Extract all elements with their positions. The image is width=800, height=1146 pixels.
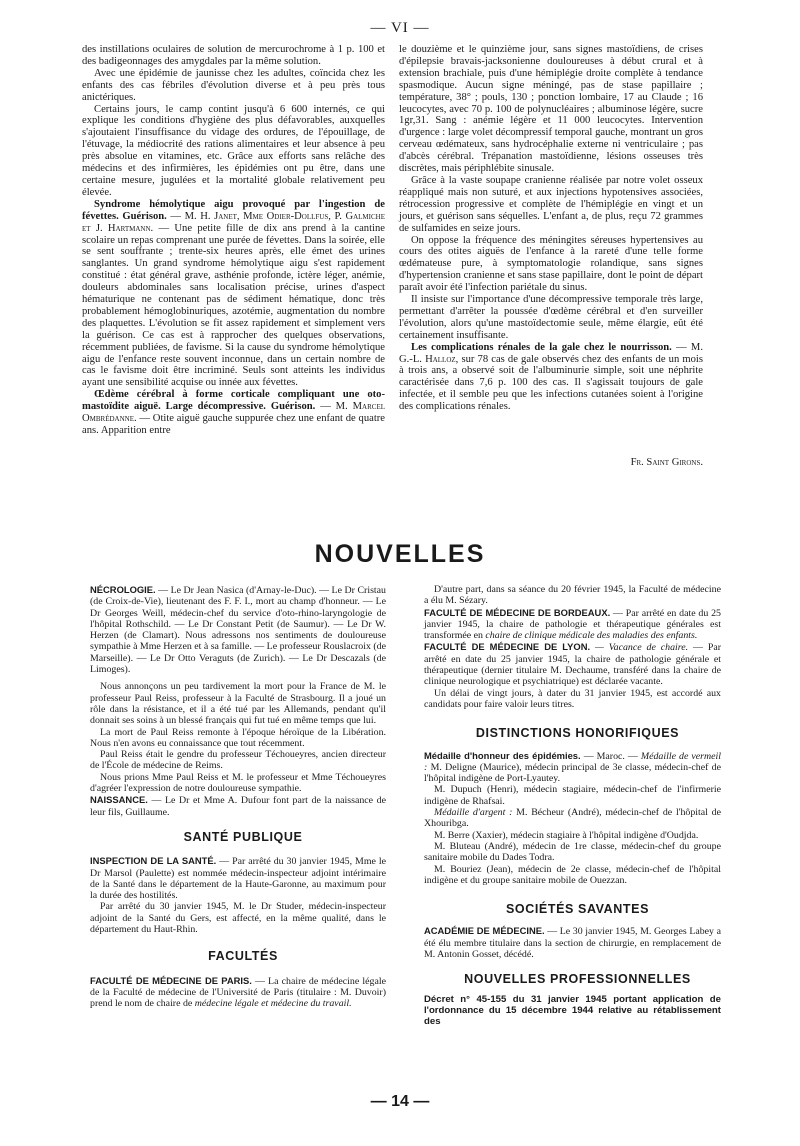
section-heading-distinctions: DISTINCTIONS HONORIFIQUES [475, 726, 680, 741]
abstract-favisme [82, 199, 385, 390]
news-body: — Le Dr et Mme A. Dufour font part de la naissance de leur fils, Guillaume. [90, 795, 386, 818]
news-item-faculte-bordeaux [424, 607, 721, 642]
news-body: M. Bécheur (André), médecin-chef de l'hôpital de Xhouribga. [424, 807, 721, 830]
abstract-title: Œdème cérébral à forme corticale compliquant une oto-mastoïdite aiguë. Large décompressive. Guérison. [82, 389, 385, 413]
news-lead: ACADÉMIE DE MÉDECINE. [424, 925, 545, 937]
news-italic: Médaille d'argent : [434, 807, 513, 819]
paragraph: D'autre part, dans sa séance du 20 février 1945, la Faculté de médecine a élu M. Sézary. [424, 584, 721, 607]
news-body: — Le 30 janvier 1945, M. Georges Labey a été élu membre titulaire dans la section de chirurgie, en remplacement de M. Antonin Gosset, décédé. [424, 926, 721, 961]
section-heading-professionnelles: NOUVELLES PROFESSIONNELLES [464, 972, 691, 987]
news-italic: médecine légale et médecine du travail. [194, 998, 352, 1010]
paragraph [424, 807, 721, 830]
decret-title: Décret n° 45-155 du 31 janvier 1945 portant application de l'ordonnance du 15 décembre 1944 relative au rétablissement des [424, 993, 721, 1028]
paragraph: Grâce à la vaste soupape cranienne réalisée par notre volet osseux réappliqué mais non suturé, et aux injections hypotensives associées, rétrocession progressive et complète de l'hémiplégie en vingt et un jours, et guérison sans séquelles. L'enfant a, de plus, reçu 72 grammes de sulfamides en seize jours. [399, 174, 703, 234]
paragraph: Nous annonçons un peu tardivement la mort pour la France de M. le professeur Paul Reiss, professeur à la Faculté de Strasbourg. Il a joué un rôle dans la résistance, et il a été tué par les Allemands, pendant qu'il donnait ses soins à un blessé français qui fut tué en même temps que lui. [90, 681, 386, 727]
abstract-body: — Otite aiguë gauche suppurée chez une enfant de quatre ans. Apparition entre [82, 413, 385, 436]
news-body: — La chaire de médecine légale de la Faculté de médecine de l'Université de Paris (titulaire : M. Duvoir) prend le nom de chaire de [90, 975, 386, 1010]
paragraph: Il insiste sur l'importance d'une décompressive temporale très large, permettant d'arrêter la poussée d'œdème cérébral et d'en surveiller l'évolution, alors qu'une mastoïdectomie seule, même élargie, eût été certainement insuffisante. [399, 294, 703, 341]
paragraph: Un délai de vingt jours, à dater du 31 janvier 1945, est accordé aux candidats pour faire valoir leurs titres. [424, 687, 721, 710]
page-number-roman: — VI — [370, 20, 430, 36]
abstract-gale [399, 342, 703, 413]
news-column-left [90, 584, 386, 1010]
paragraph: Nous prions Mme Paul Reiss et M. le professeur et Mme Téchoueyres d'agréer l'expression de notre douloureuse sympathie. [90, 771, 386, 795]
news-column-right [424, 584, 721, 1028]
news-body: — Par arrêté du 30 janvier 1945, Mme le Dr Marsol (Paulette) est nommée médecin-inspecteur adjoint intérimaire de la Santé dans le département de la Haute-Garonne, au maximum pour la durée des hostilités. [90, 856, 386, 902]
abstract-title: Les complications rénales de la gale chez le nourrisson. [411, 341, 672, 353]
news-body: — Le Dr Jean Nasica (d'Arnay-le-Duc). — Le Dr Cristau (de Croix-de-Vie), lieutenant des F. F. I., mort au champ d'honneur. — Le Dr Georges Weill, médecin-chef du service d'oto-rhino-laryngologie de l'hôpital Rothschild. — Le Dr Constant Petit (de Saumur). — Le Dr W. Herzen (de Clamart). Nous adressons nos sentiments de douloureuse sympathie à Mme Herzen et à sa famille. — Le professeur Rouslacroix (de Marseille). — Le Dr Otto Veraguts (de Zurich). — Le Dr Descazals (de Limoges). [90, 585, 386, 676]
paragraph: On oppose la fréquence des méningites séreuses hypertensives au cours des otites aiguës de l'enfance à la rareté d'une telle forme œdémateuse pure, à symptomatologie rolandique, sans signes d'hypertension cranienne et sans stase papillaire, dont le point de départ paraît avoir été l'infection pariétale du sinus. [399, 234, 703, 294]
news-lead: FACULTÉ DE MÉDECINE DE LYON. [424, 641, 591, 653]
news-italic: — Vacance de chaire. [590, 642, 689, 654]
article-column-left [82, 44, 385, 437]
paragraph: Par arrêté du 30 janvier 1945, M. le Dr Studer, médecin-inspecteur adjoint de la Santé du Gers, est affecté, en la même qualité, dans le département du Haut-Rhin. [90, 901, 386, 936]
section-title-nouvelles: NOUVELLES [314, 540, 486, 568]
news-item-academie [424, 925, 721, 960]
paragraph: La mort de Paul Reiss remonte à l'époque héroïque de la Libération. Nous n'en avons eu connaissance que tout récemment. [90, 726, 386, 749]
news-body: — Par arrêté en date du 25 janvier 1945, la chaire de pathologie générale et thérapeutique (dernier titulaire M. Dechaume, transféré dans la chaire de clinique neurologique et psychiatrique) est déclarée vacante. [424, 642, 722, 688]
abstract-body: sur 78 cas de gale observés chez des enfants de un mois à trois ans, a observé soit de l'albuminurie simple, soit une néphrite caractérisée dans 7,6 p. 100 des cas. Il s'agissait toujours de gale infectée, et il semble peu que les infections cutanées soient à l'origine des complications rénales. [399, 353, 703, 413]
news-lead: FACULTÉ DE MÉDECINE DE BORDEAUX. [424, 606, 611, 618]
news-body: M. Deligne (Maurice), médecin principal de 3e classe, médecin-chef de l'hôpital indigène de Port-Lyautey. [424, 761, 721, 785]
paragraph: le douzième et le quinzième jour, sans signes mastoïdiens, de crises d'épilepsie bravais-jacksonienne douloureuses à début crural et à extension brachiale, puis d'une hémiplégie droite complète à tendance spasmodique. Aucun signe méningé, pas de stase papillaire ; température, 38° ; pouls, 130 ; ponction lombaire, 17 au Claude ; 16 leucocytes, avec 70 p. 100 de polynucléaires ; albuminose légère, sucre 1gr,31. Sang : anémie légère et 11 000 leucocytes. Intervention d'urgence : large volet décompressif temporal gauche, montrant un gros cerveau œdémateux, sans hydrocéphalie externe ni ventriculaire ; pas d'abcès cérébral. Trépanation mastoïdienne, lésions osseuses très discrètes, mais périphlébite sinusale. [399, 44, 703, 175]
paragraph: Certains jours, le camp contint jusqu'à 6 600 internés, ce qui explique les conditions d'hygiène des plus défavorables, auxquelles s'ajoutaient l'insuffisance du vidage des ordures, de l'épouillage, de l'étuvage, la médiocrité des rations alimentaires et leur absence à peu près absolue en vitamines, etc. Grâce aux efforts sans relâche des médecins et des infirmières, les épidémies ont pu être, dans une certaine mesure, jugulées et la mortalité globale relativement peu élevée. [82, 103, 385, 198]
abstract-oedeme [82, 389, 385, 437]
news-body: — Par arrêté en date du 25 janvier 1945, la chaire de pathologie et thérapeutique générales est transformée en [424, 607, 721, 642]
paragraph: M. Bouriez (Jean), médecin de 2e classe, médecin-chef de l'hôpital indigène et du groupe sanitaire mobile de Ouezzan. [424, 863, 721, 886]
news-lead: NAISSANCE. [90, 794, 148, 806]
news-item-faculte-paris [90, 975, 386, 1010]
paragraph: M. Berre (Xaxier), médecin stagiaire à l'hôpital indigène d'Oudjda. [434, 829, 699, 841]
abstract-title: Syndrome hémolytique aigu provoqué par l'ingestion de févettes. Guérison. [82, 198, 385, 222]
section-heading-sante: SANTÉ PUBLIQUE [183, 829, 303, 844]
news-italic: Médaille de vermeil : [424, 750, 721, 773]
news-item-necrologie [90, 584, 386, 675]
news-lead: Médaille d'honneur des épidémies. [424, 749, 581, 761]
page-number-bottom: — 14 — [370, 1093, 430, 1110]
paragraph: M. Dupuch (Henri), médecin stagiaire, médecin-chef de l'infirmerie indigène de Rhafsai. [424, 784, 721, 807]
abstract-authors: — M. Marcel Ombrédanne. [82, 401, 385, 425]
paragraph: M. Bluteau (André), médecin de 1re classe, médecin-chef du groupe sanitaire mobile du Dades Todra. [424, 840, 721, 864]
paragraph: des instillations oculaires de solution de mercurochrome à 1 p. 100 et des badigeonnages des amygdales par la même solution. [82, 44, 385, 67]
news-item-faculte-lyon [424, 641, 721, 687]
section-heading-facultes: FACULTÉS [208, 949, 278, 964]
paragraph: Avec une épidémie de jaunisse chez les adultes, coïncida chez les enfants des cas fébriles d'évolution diverse et à peu près tous anictériques. [82, 67, 385, 103]
abstract-body: — Une petite fille de dix ans prend à la cantine scolaire un repas comprenant une purée de févettes. Dans la soirée, elle se sent souffrante ; trente-six heures après, elle émet des urines sanglantes. Un grand syndrome hémolytique aigu s'est rapidement constitué : état général grave, asthénie profonde, ictère léger, anémie, douleurs abdominales sans localisation précise, urines d'aspect hématurique ne contenant pas de sédiment hématique, donc très probablement hémoglobinuriques, azotémie, augmentation du nombre des plaquettes. L'évolution se fit assez rapidement et simplement vers la guérison. Ce cas est à rapprocher des quelques observations, récemment publiées, de favisme. Si la cause du syndrome hémolytique aigu de l'enfance reste souvent inconnue, dans un certain nombre de cas le favisme doit être incriminé. Seuls sont atteints les individus ayant une sensibilité acquise ou innée aux févettes. [82, 222, 385, 389]
news-lead: FACULTÉ DE MÉDECINE DE PARIS. [90, 974, 252, 986]
section-heading-societes: SOCIÉTÉS SAVANTES [505, 902, 650, 917]
news-italic: chaire de clinique médicale des maladies des enfants. [485, 630, 698, 642]
abstract-authors: — M. H. Janet, Mme Odier-Dollfus, P. Galmiche et J. Hartmann. [82, 210, 385, 234]
news-body: — Maroc. — [580, 750, 641, 762]
news-lead: NÉCROLOGIE. [90, 584, 156, 595]
article-column-right [399, 44, 703, 413]
news-item-inspection [90, 855, 386, 901]
news-item-medaille [424, 750, 721, 785]
news-lead: INSPECTION DE LA SANTÉ. [90, 855, 217, 867]
author-signature: Fr. Saint Girons. [630, 457, 703, 468]
news-item-naissance [90, 794, 386, 818]
paragraph: Paul Reiss était le gendre du professeur Téchoueyres, ancien directeur de l'École de médecine de Reims. [90, 749, 386, 772]
abstract-authors: — M. G.-L. Halloz, [399, 341, 703, 365]
